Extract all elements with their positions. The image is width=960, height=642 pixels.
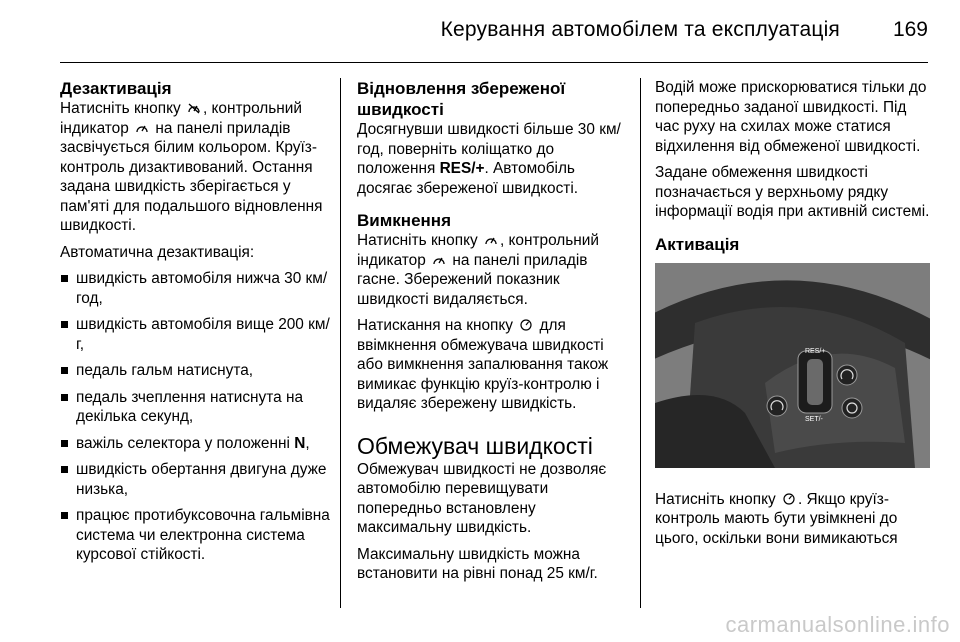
auto-deactivation-intro: Автоматична дезактивація: [60,243,255,261]
display-text: Задане обмеження швидкості позначається у верхньому рядку інформації водія при активній системі. [655,164,930,220]
page-number: 169 [892,18,928,41]
cruise-control-icon [484,234,498,246]
limiter-button-text: Натискання на кнопку для ввімкнення обмежувача швидкості або вимкнення запалювання також вимикає функцію круїз-контролю і видаляє збережену швидкість. [357,317,609,412]
list-item: швидкість автомобіля нижча 30 км/год, [60,269,332,308]
auto-deactivation-list [60,269,332,565]
speed-limiter-icon [519,319,533,331]
acceleration-text: Водій може прискорюватися тільки до попередньо заданої швидкості. Під час руху на схилах може статися відхилення від обмеженої швидкості. [655,79,927,155]
column-divider [640,78,641,608]
list-item: працює протибуксовочна гальмівна система чи електронна система курсової стійкості. [60,506,332,565]
list-item: педаль зчеплення натиснута на декілька секунд, [60,388,332,427]
restore-text: Досягнувши швидкості більше 30 км/год, поверніть коліщатко до положення RES/+. Автомобіль досягає збереженої швидкості. [357,121,621,197]
list-item: важіль селектора у положенні N, [60,434,332,454]
header-divider [60,62,928,63]
cruise-off-icon [187,102,201,114]
list-item: швидкість обертання двигуна дуже низька, [60,460,332,499]
watermark: carmanualsonline.info [725,612,950,637]
list-item: педаль гальм натиснута, [60,361,332,381]
column-divider [340,78,341,608]
column-right [655,78,930,555]
list-item: швидкість автомобіля вище 200 км/г, [60,315,332,354]
speed-limiter-heading: Обмежувач швидкості [357,432,593,459]
switch-off-heading: Вимкнення [357,211,451,230]
column-middle [357,78,632,591]
page-header-title: Керування автомобілем та експлуатація [440,18,840,41]
activation-text: Натисніть кнопку . Якщо круїз-контроль мають бути увімкнені до цього, оскільки вони вимикаються [655,490,898,547]
steering-wheel-controls-image [655,263,930,468]
limiter-text-2: Максимальну швидкість можна встановити на рівні понад 25 км/г. [357,545,598,582]
activation-heading: Активація [655,234,740,254]
cruise-indicator-icon [432,254,446,266]
column-left [60,78,332,572]
set-label: SET/- [805,415,823,423]
switch-off-text: Натисніть кнопку , контрольний індикатор на панелі приладів гасне. Збережений показник швидкості видаляється. [357,232,599,308]
speed-limiter-icon [782,493,796,505]
cruise-indicator-icon [135,122,149,134]
deactivation-heading: Дезактивація [60,79,172,98]
limiter-text-1: Обмежувач швидкості не дозволяє автомобілю перевищувати попередньо встановлену максимальну швидкість. [357,460,607,536]
deactivation-text: Натисніть кнопку , контрольний індикатор на панелі приладів засвічується білим кольором. Круїз-контроль дизактивований. Остання задана швидкість зберігається у пам'яті для подальшого відновлення швидкості. [60,100,323,234]
restore-heading: Відновлення збереженої швидкості [357,79,566,119]
res-label: RES/+ [805,347,826,355]
